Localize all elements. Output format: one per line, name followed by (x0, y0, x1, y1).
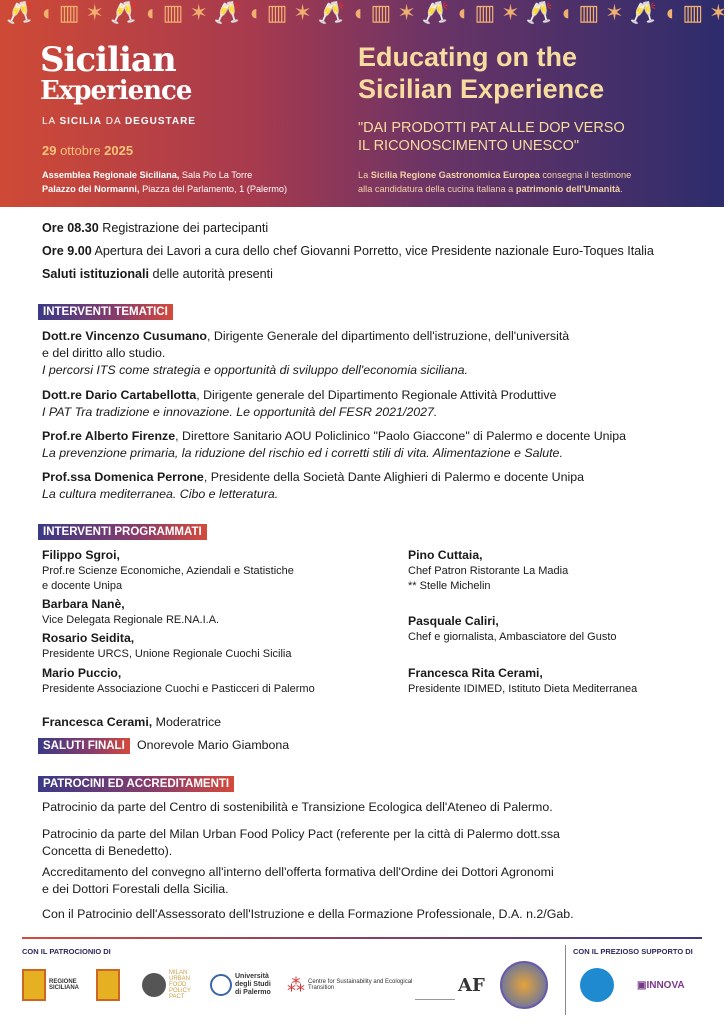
patrocinio-item: Patrocinio da parte del Centro di sostenibilità e Transizione Ecologica dell'Ateneo di Palermo. (42, 800, 553, 814)
header-banner (0, 0, 728, 207)
event-date: 29 ottobre 2025 (42, 143, 134, 158)
speaker-entry: Pino Cuttaia, Chef Patron Ristorante La Madia ** Stelle Michelin (408, 548, 569, 592)
patrocinio-item: Con il Patrocinio dell'Assessorato dell'Istruzione e della Formazione Professionale, D.A. n.2/Gab. (42, 907, 574, 921)
moderator: Francesca Cerami, Moderatrice (42, 715, 222, 729)
footer-divider (22, 937, 702, 939)
logo-doc-mursia (500, 962, 548, 1008)
brand-title: Sicilian (40, 40, 176, 80)
logo-unipa: Università degli Studi di Palermo (210, 962, 271, 1008)
schedule-item: Ore 9.00 Apertura dei Lavori a cura dello chef Giovanni Porretto, vice Presidente nazionale Euro-Toques Italia (42, 244, 654, 258)
saluti-finali-text: Onorevole Mario Giambona (137, 738, 290, 752)
schedule-item: Saluti istituzionali delle autorità presenti (42, 267, 273, 281)
brand-subtitle: Experience (40, 76, 192, 106)
event-subtitle: "DAI PRODOTTI PAT ALLE DOP VERSO IL RICONOSCIMENTO UNESCO" (358, 120, 625, 154)
speaker-entry: Pasquale Caliri, Chef e giornalista, Ambasciatore del Gusto (408, 614, 617, 643)
speaker-entry: Barbara Nanè, Vice Delegata Regionale RE.NA.I.A. (42, 597, 220, 626)
logo-innova: ▣INNOVA (637, 979, 685, 991)
speaker-entry: Filippo Sgroi, Prof.re Scienze Economiche, Aziendali e Statistiche e docente Unipa (42, 548, 294, 592)
speaker-entry: Dott.re Dario Cartabellotta, Dirigente generale del Dipartimento Regionale Attività Produttive I PAT Tra tradizione e innovazione. Le opportunità del FESR 2021/2027. (42, 388, 557, 419)
footer-separator (565, 945, 566, 1015)
logo-af: AF (415, 962, 485, 1008)
speaker-entry: Prof.re Alberto Firenze, Direttore Sanitario AOU Policlinico "Paolo Giaccone" di Palermo e docente Unipa La prevenzione primaria, la riduzione del rischio ed i corretti stili di vita. Alimentazione e Salute. (42, 429, 627, 460)
logo-sustainability-centre: ⁂ Centre for Sustainability and Ecological Transition (287, 974, 413, 995)
tagline: LA SICILIA DA DEGUSTARE (42, 116, 196, 127)
schedule-item: Ore 08.30 Registrazione dei partecipanti (42, 221, 269, 235)
patrocinio-label: CON IL PATROCIONIO DI (22, 947, 111, 956)
section-label-saluti-finali: SALUTI FINALI (38, 738, 130, 754)
speaker-entry: Mario Puccio, Presidente Associazione Cuochi e Pasticceri di Palermo (42, 666, 315, 695)
speaker-entry: Prof.ssa Domenica Perrone, Presidente della Società Dante Alighieri di Palermo e docente Unipa La cultura mediterranea. Cibo e letteratura. (42, 470, 585, 501)
section-label-interventi-programmati: INTERVENTI PROGRAMMATI (38, 524, 207, 540)
logo-regione-sicilia (96, 962, 120, 1008)
patrocinio-item: Patrocinio da parte del Milan Urban Food Policy Pact (referente per la città di Palermo dott.ssa Concetta di Benedetto). (42, 827, 560, 858)
speaker-entry: Francesca Rita Cerami, Presidente IDIMED, Istituto Dieta Mediterranea (408, 666, 638, 695)
venue: Assemblea Regionale Siciliana, Sala Pio La Torre Palazzo dei Normanni, Piazza del Parlamento, 1 (Palermo) (42, 170, 288, 194)
section-label-interventi-tematici: INTERVENTI TEMATICI (38, 304, 173, 320)
logo-idimed (580, 962, 614, 1008)
logo-milan-food-policy: MILAN URBAN FOOD POLICY PACT (142, 962, 191, 1008)
event-description: La Sicilia Regione Gastronomica Europea consegna il testimone alla candidatura della cucina italiana a patrimonio dell'Umanità. (358, 170, 632, 194)
speaker-entry: Rosario Seidita, Presidente URCS, Unione Regionale Cuochi Sicilia (42, 631, 292, 660)
event-title: Educating on the Sicilian Experience (358, 42, 605, 104)
speaker-entry: Dott.re Vincenzo Cusumano, Dirigente Generale del dipartimento dell'istruzione, dell'università e del diritto allo studio. I percorsi ITS come strategia e opportunità di sviluppo dell'economia siciliana. (42, 329, 570, 377)
section-label-patrocini: PATROCINI ED ACCREDITAMENTI (38, 776, 234, 792)
supporto-label: CON IL PREZIOSO SUPPORTO DI (573, 947, 693, 956)
patrocinio-item: Accreditamento del convegno all'interno dell'offerta formativa dell'Ordine dei Dottori Agronomi e dei Dottori Forestali della Sicilia. (42, 865, 554, 896)
decorative-pattern: 🥂 ◖ ▥ ✶ 🥂 ◖ ▥ ✶ 🥂 ◖ ▥ ✶ 🥂 ◖ ▥ ✶ 🥂 ◖ ▥ ✶ 🥂 ◖ ▥ ✶ 🥂 ◖ ▥ ✶ (6, 0, 728, 25)
logo-regione-siciliana: REGIONE SICILIANA (22, 962, 79, 1008)
